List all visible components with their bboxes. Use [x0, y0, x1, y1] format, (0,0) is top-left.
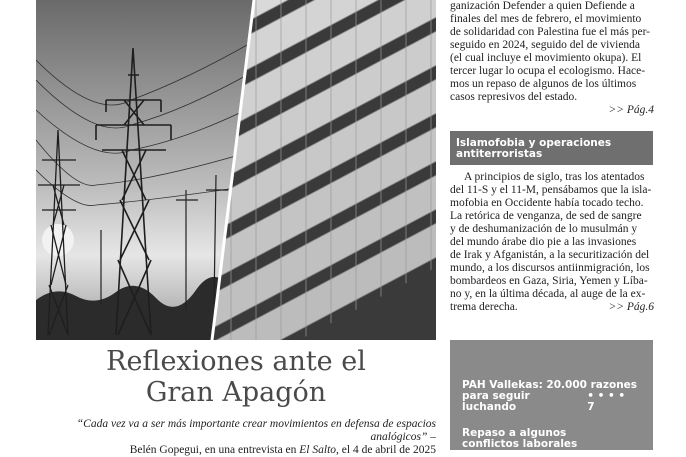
intro-line: tercer lugar lo ocupa el ecologismo. Hace- [450, 65, 646, 77]
section-title-line-2: antiterroristas [456, 148, 543, 160]
quote-source: El Salto [299, 444, 337, 456]
section-line: del 11-S y el 11-M, pensábamos que la isla- [450, 184, 652, 196]
index-item-title: Repaso a algunos [462, 427, 567, 439]
intro-line: mos un repaso de algunos de los últimos [450, 78, 637, 90]
quote-attribution: Belén Gopegui, en una entrevista en [129, 444, 300, 456]
section-line: trema derecha. [450, 301, 518, 313]
section-line: de Irak y Afganistán, a la securitización del [450, 249, 650, 261]
intro-line: seguido en 2024, seguido del de vivienda [450, 39, 641, 51]
headline-line-2: Gran Apagón [145, 377, 327, 408]
headline-line-1: Reflexiones ante el [106, 346, 366, 377]
index-item-page: • • • • 7 [587, 390, 626, 413]
section-line: La retórica de venganza, de sed de sangre [450, 210, 642, 222]
quote-dash: – [427, 431, 436, 443]
section-header [450, 131, 653, 165]
headline [36, 346, 436, 408]
intro-line: finales del mes de febrero, el movimiento [450, 13, 642, 25]
index-item-title: para seguir luchando [462, 390, 530, 413]
section-line: bombardeos en Gaza, Siria, Yemen y Líba- [450, 275, 648, 287]
quote-text: “Cada vez va a ser más importante crear movimientos en defensa de espacios analógicos” [76, 418, 436, 443]
section-line: no y, en la última década, al auge de la ex- [450, 288, 646, 300]
intro-line: (el cual incluye el movimiento okupa). El [450, 52, 642, 64]
quote [36, 418, 436, 457]
intro-line: ganización Defender a quien Defiende a [450, 0, 635, 12]
index-item-pah[interactable] [462, 380, 648, 413]
section-title-line-1: Islamofobia y operaciones [456, 137, 612, 149]
quote-date: , el 4 de abril de 2025 [336, 444, 436, 456]
index-item-title: conflictos laborales [462, 438, 578, 450]
section-column [450, 171, 654, 314]
index-item-conflictos[interactable] [462, 428, 648, 450]
index-box [450, 340, 653, 450]
intro-line: casos represivos del estado. [450, 91, 578, 103]
cover-photo [36, 0, 436, 340]
section-page-ref[interactable]: >> Pág.6 [608, 301, 654, 313]
intro-line: de solidaridad con Palestina fue el más per- [450, 26, 650, 38]
section-line: mofobia en Occidente había tocado techo. [450, 197, 644, 209]
index-item-title: PAH Vallekas: 20.000 razones [462, 379, 638, 391]
section-line: del mundo árabe dio pie a las invasiones [450, 236, 637, 248]
section-line: y de deshumanización de lo musulmán y [450, 223, 638, 235]
section-line: mundo, a los discursos antiinmigración, los [450, 262, 650, 274]
section-line: A principios de siglo, tras los atentados [464, 171, 645, 183]
intro-column [450, 0, 654, 117]
intro-page-ref[interactable]: >> Pág.4 [608, 104, 654, 116]
